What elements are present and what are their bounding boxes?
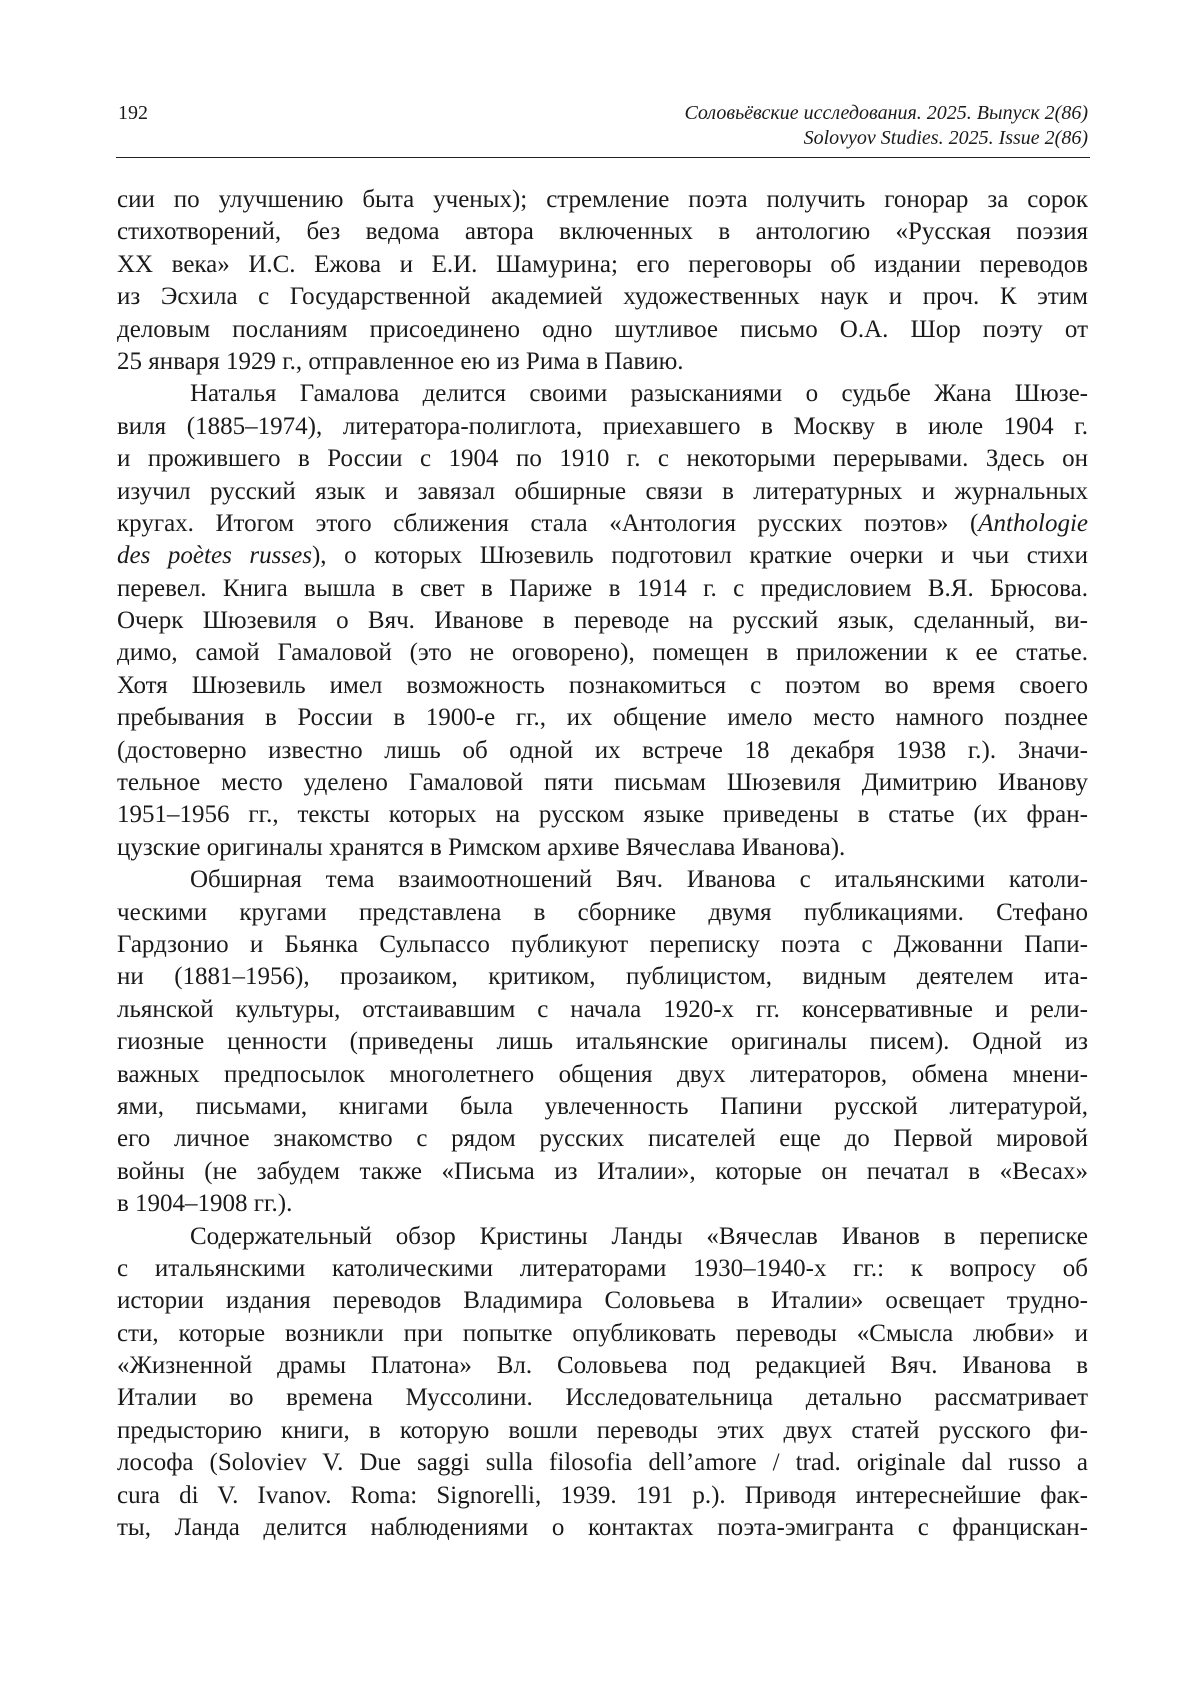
text-line: ни (1881–1956), прозаиком, критиком, публицистом, видным деятелем ита- (117, 963, 1088, 991)
text-line: предысторию книги, в которую вошли переводы этих двух статей русского фи- (117, 1416, 1088, 1444)
text-line: деловым посланиям присоединено одно шутливое письмо О.А. Шор поэту от (117, 315, 1088, 343)
text-line: важных предпосылок многолетнего общения двух литераторов, обмена мнени- (117, 1060, 1088, 1088)
header-rule (116, 157, 1090, 158)
journal-title-en: Solovyov Studies. 2025. Issue 2(86) (803, 127, 1088, 149)
page-number: 192 (118, 102, 148, 124)
text-line: из Эсхила с Государственной академией художественных наук и проч. К этим (117, 283, 1088, 311)
text-line: в 1904–1908 гг.). (117, 1190, 293, 1218)
paragraph-first-line: Содержательный обзор Кристины Ланды «Вячеслав Иванов в переписке (190, 1222, 1088, 1250)
text-line: cura di V. Ivanov. Roma: Signorelli, 1939. 191 p.). Приводя интереснейшие фак- (117, 1481, 1088, 1509)
text-line: Гардзонио и Бьянка Сульпассо публикуют переписку поэта с Джованни Папи- (117, 930, 1088, 958)
text-line: изучил русский язык и завязал обширные связи в литературных и журнальных (117, 477, 1088, 505)
text-line: сии по улучшению быта ученых); стремление поэта получить гонорар за сорок (117, 186, 1088, 213)
text-segment: кругах. Итогом этого сближения стала «Антология русских поэтов» ( (117, 509, 979, 537)
paragraph-first-line: Наталья Гамалова делится своими разысканиями о судьбе Жана Шюзе- (190, 380, 1088, 408)
text-line: цузские оригиналы хранятся в Римском архиве Вячеслава Иванова). (117, 833, 846, 861)
text-line: пребывания в России в 1900-е гг., их общение имело место намного позднее (117, 704, 1088, 732)
text-line: XX века» И.С. Ежова и Е.И. Шамурина; его переговоры об издании переводов (117, 250, 1088, 278)
text-line: сти, которые возникли при попытке опубликовать переводы «Смысла любви» и (117, 1319, 1088, 1347)
text-line: льянской культуры, отстаивавшим с начала 1920-х гг. консервативные и рели- (117, 995, 1088, 1023)
page-header (118, 101, 1088, 153)
text-line: его личное знакомство с рядом русских писателей еще до Первой мировой (117, 1125, 1088, 1153)
text-line: ями, письмами, книгами была увлеченность Папини русской литературой, (117, 1092, 1088, 1120)
text-line: ты, Ланда делится наблюдениями о контактах поэта-эмигранта с францискан- (117, 1514, 1088, 1542)
text-line: Италии во времена Муссолини. Исследовательница детально рассматривает (117, 1384, 1088, 1412)
paragraph-first-line: Обширная тема взаимоотношений Вяч. Иванова с итальянскими католи- (190, 866, 1088, 894)
text-line: «Жизненной драмы Платона» Вл. Соловьева под редакцией Вяч. Иванова в (117, 1352, 1088, 1380)
italic-title: des poètes russes (117, 542, 312, 570)
text-line: стихотворений, без ведома автора включенных в антологию «Русская поэзия (117, 218, 1088, 246)
italic-title: Anthologie (978, 509, 1088, 537)
text-line: войны (не забудем также «Письма из Италии», которые он печатал в «Весах» (117, 1157, 1088, 1185)
text-line: с итальянскими католическими литераторами 1930–1940-х гг.: к вопросу об (117, 1254, 1088, 1282)
text-line: истории издания переводов Владимира Соловьева в Италии» освещает трудно- (117, 1287, 1088, 1315)
text-segment: ), о которых Шюзевиль подготовил краткие очерки и чьи стихи (311, 542, 1088, 570)
text-line: ческими кругами представлена в сборнике двумя публикациями. Стефано (117, 898, 1088, 926)
body-text (117, 184, 1088, 1544)
text-line: гиозные ценности (приведены лишь итальянские оригиналы писем). Одной из (117, 1028, 1088, 1056)
text-line (117, 540, 1088, 572)
text-line: 25 января 1929 г., отправленное ею из Рима в Павию. (117, 347, 684, 375)
text-line: и прожившего в России с 1904 по 1910 г. с некоторыми перерывами. Здесь он (117, 445, 1088, 473)
text-line: тельное место уделено Гамаловой пяти письмам Шюзевиля Димитрию Иванову (117, 769, 1088, 797)
text-line: перевел. Книга вышла в свет в Париже в 1914 г. с предисловием В.Я. Брюсова. (117, 574, 1088, 602)
text-line: димо, самой Гамаловой (это не оговорено), помещен в приложении к ее статье. (117, 639, 1088, 667)
text-line: 1951–1956 гг., тексты которых на русском языке приведены в статье (их фран- (117, 801, 1088, 829)
journal-title-ru: Соловьёвские исследования. 2025. Выпуск 2(86) (684, 102, 1088, 124)
text-line: Очерк Шюзевиля о Вяч. Иванове в переводе на русский язык, сделанный, ви- (117, 607, 1088, 635)
running-title (684, 101, 1088, 151)
text-line (117, 508, 1088, 540)
text-line: лософа (Soloviev V. Due saggi sulla filosofia dell’amore / trad. originale dal russo a (117, 1449, 1088, 1477)
text-line: Хотя Шюзевиль имел возможность познакомиться с поэтом во время своего (117, 671, 1088, 699)
text-line: виля (1885–1974), литератора-полиглота, приехавшего в Москву в июле 1904 г. (117, 412, 1088, 440)
text-line: (достоверно известно лишь об одной их встрече 18 декабря 1938 г.). Значи- (117, 736, 1088, 764)
